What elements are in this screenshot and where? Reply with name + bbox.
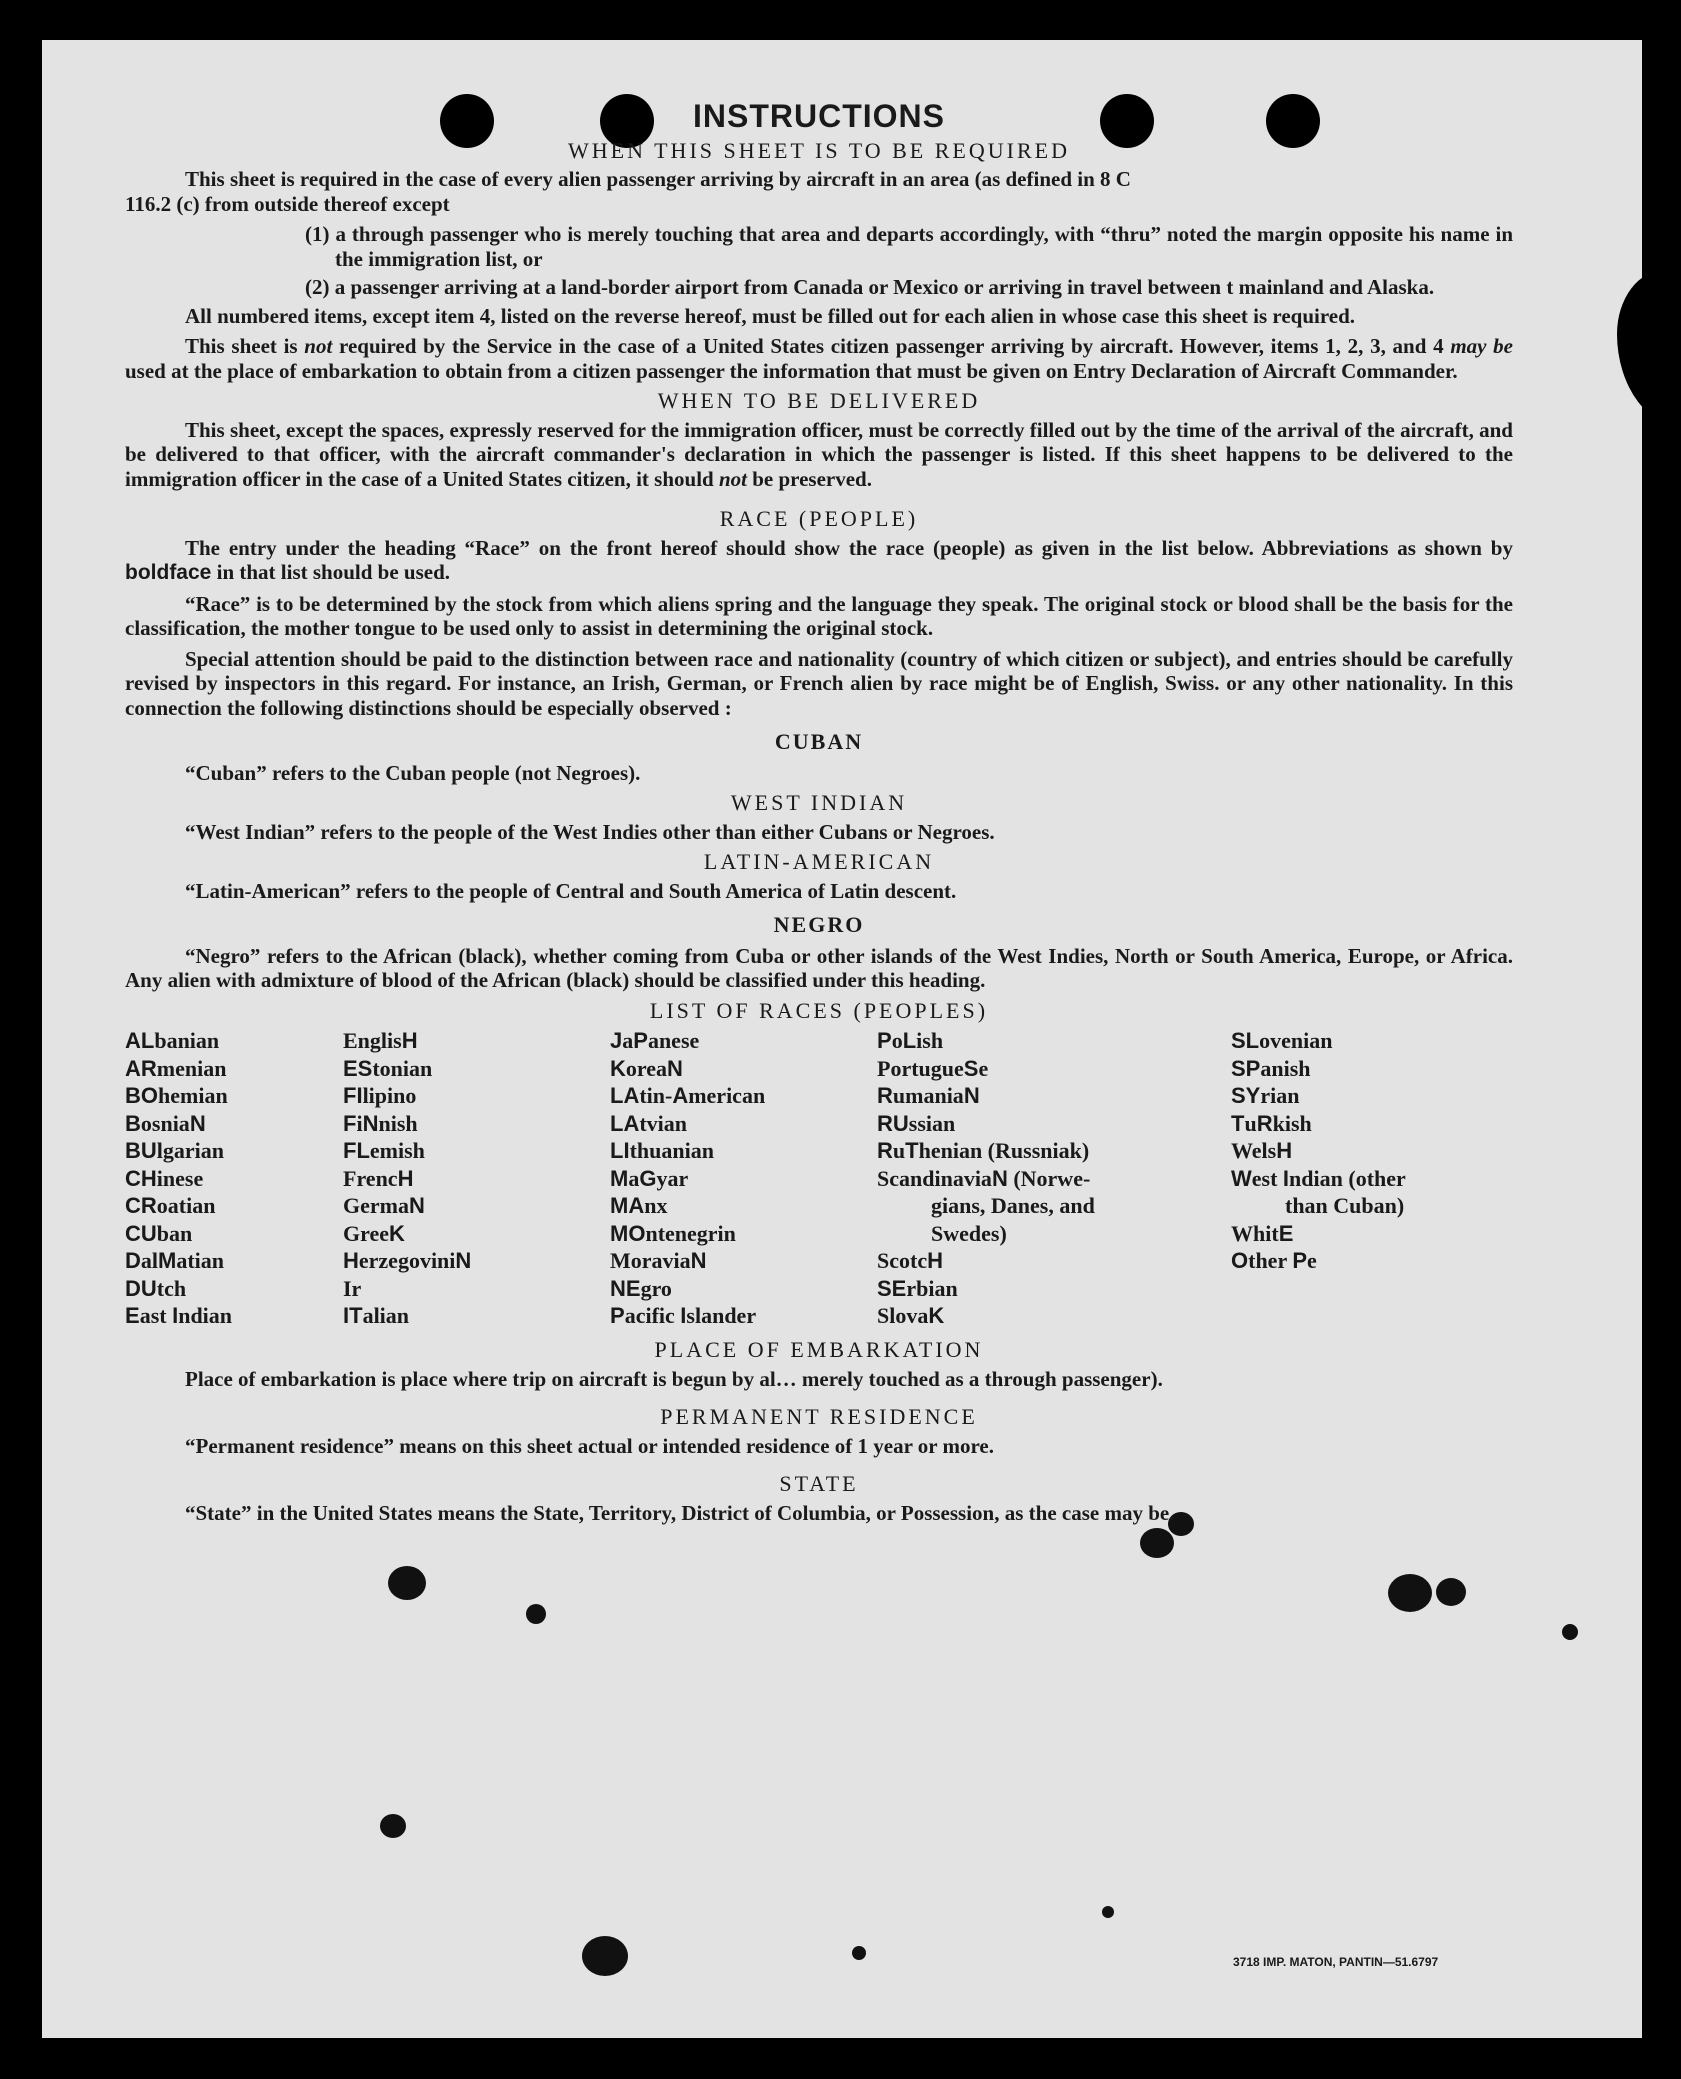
race-abbrev: R	[877, 1138, 893, 1163]
race-entry	[610, 1137, 765, 1165]
race-text: Moravia	[610, 1248, 691, 1273]
race-abbrev: SP	[1231, 1055, 1261, 1081]
race-column-1	[125, 1027, 232, 1330]
race-text: ovenian	[1259, 1028, 1333, 1053]
race-abbrev: E	[1278, 1220, 1294, 1246]
required-intro	[125, 167, 1513, 192]
race-text: erzegovini	[358, 1248, 456, 1273]
ink-blot	[526, 1604, 546, 1624]
race-abbrev: MA	[610, 1193, 645, 1218]
race-abbrev: M	[610, 1165, 629, 1191]
race-entry	[877, 1275, 1095, 1303]
race-abbrev: LA	[610, 1110, 640, 1136]
race-abbrev: IT	[343, 1303, 363, 1328]
embarkation-text: Place of embarkation is place where trip on aircraft is begun by al… merely touched as a through passenger).	[185, 1366, 1163, 1391]
race-text: tonian	[372, 1055, 433, 1081]
race-entry	[125, 1275, 232, 1303]
race-text: Frenc	[343, 1165, 398, 1191]
race-abbrev: SY	[1231, 1083, 1261, 1108]
race-text: ther	[1248, 1248, 1293, 1273]
race-abbrev: NE	[610, 1275, 641, 1301]
race-text: banian	[154, 1028, 220, 1053]
race-abbrev: K	[389, 1220, 405, 1246]
race-entry	[610, 1110, 765, 1138]
race-entry	[610, 1082, 765, 1110]
race-paragraph-2: “Race” is to be determined by the stock from which aliens spring and the language they speak. The original stock or blood shall be the basis for the classification, the mother tongue to be used only to assist in determining the original stock.	[125, 591, 1513, 640]
race-text: menian	[156, 1055, 227, 1081]
race-entry	[1231, 1110, 1406, 1138]
race-abbrev: F	[343, 1110, 357, 1136]
race-text: umania	[892, 1083, 964, 1108]
ink-blot	[388, 1566, 426, 1600]
citizen-text-maybe: may be	[1450, 334, 1513, 358]
citizen-text-c: used at the place of embarkation to obtain from a citizen passenger the information that must be given on Entry Declaration of Aircraft Commander.	[125, 358, 1458, 383]
race-text: Swedes)	[931, 1220, 1007, 1246]
race-entry	[1231, 1027, 1406, 1055]
cuban-text: “Cuban” refers to the Cuban people (not Negroes).	[185, 760, 641, 785]
ink-blot	[1562, 1624, 1578, 1640]
citizen-text-not: not	[304, 334, 333, 358]
race-text: ndian	[178, 1303, 233, 1328]
race-entry	[610, 1027, 765, 1055]
race-text: ntenegrin	[645, 1220, 736, 1246]
delivered-text-b: be preserved.	[752, 466, 872, 491]
race-text: osnia	[140, 1110, 190, 1136]
race-abbrev: G	[639, 1165, 657, 1191]
citizen-text-b: required by the Service in the case of a United States citizen passenger arriving by aircraft. However, items 1, 2, 3, and 4	[339, 334, 1444, 358]
race-abbrev: FI	[343, 1083, 363, 1108]
race-entry	[877, 1192, 1095, 1220]
race-abbrev: AL	[125, 1028, 155, 1053]
west-indian-text: “West Indian” refers to the people of the West Indies other than either Cubans or Negroes.	[185, 819, 995, 844]
latin-american-text: “Latin-American” refers to the people of Central and South America of Latin descent.	[185, 878, 957, 903]
race-entry	[877, 1302, 1095, 1330]
race-abbrev: BO	[125, 1083, 158, 1108]
required-intro-text: This sheet is required in the case of every alien passenger arriving by aircraft in an area (as defined in 8 C	[185, 167, 1131, 191]
ink-blot	[1140, 1528, 1174, 1558]
race-column-2	[343, 1027, 471, 1330]
race-entry	[1231, 1055, 1406, 1083]
ink-blot	[1436, 1578, 1466, 1606]
race-abbrev: P	[877, 1028, 892, 1053]
race-abbrev: SL	[1231, 1028, 1260, 1053]
required-intro-cont: 116.2 (c) from outside thereof except	[125, 191, 450, 216]
race-column-5	[1231, 1027, 1406, 1275]
race-column-4	[877, 1027, 1095, 1330]
race-entry	[125, 1082, 232, 1110]
race-abbrev: MO	[610, 1220, 646, 1246]
race-abbrev: H	[401, 1028, 418, 1053]
race-list	[125, 1027, 1513, 1332]
race-abbrev: N	[991, 1165, 1008, 1191]
race-text: rian	[1260, 1083, 1300, 1108]
race-abbrev: P	[610, 1303, 625, 1328]
race-entry	[125, 1302, 232, 1330]
race-entry	[610, 1055, 765, 1083]
race-entry	[877, 1165, 1095, 1193]
page-title: INSTRUCTIONS	[693, 98, 945, 134]
race-entry	[343, 1055, 471, 1083]
race-text: nish	[378, 1110, 418, 1136]
race-entry	[125, 1110, 232, 1138]
race-text: u	[892, 1138, 906, 1163]
race-entry	[1231, 1165, 1406, 1193]
race-entry	[877, 1247, 1095, 1275]
printer-imprint: 3718 IMP. MATON, PANTIN—51.6797	[1233, 1955, 1439, 1969]
section-heading-state: STATE	[779, 1471, 859, 1496]
section-heading-embarkation: PLACE OF EMBARKATION	[654, 1337, 984, 1362]
section-heading-required: WHEN THIS SHEET IS TO BE REQUIRED	[568, 137, 1070, 163]
race-abbrev: I	[1282, 1165, 1290, 1191]
section-heading-west-indian: WEST INDIAN	[730, 790, 908, 815]
race-text: tvian	[639, 1110, 688, 1136]
race-abbrev: CH	[125, 1165, 157, 1191]
race-entry	[343, 1082, 471, 1110]
race-text: i	[356, 1110, 363, 1136]
race-abbrev: N	[690, 1248, 707, 1273]
race-entry	[877, 1055, 1095, 1083]
race-abbrev: H	[397, 1165, 414, 1191]
race-abbrev: AR	[125, 1055, 157, 1081]
numbered-items-paragraph: All numbered items, except item 4, listed on the reverse hereof, must be filled out for each alien in whose case this sheet is required.	[185, 303, 1356, 328]
race-text: Whit	[1231, 1220, 1279, 1246]
race-column-3	[610, 1027, 765, 1330]
race-entry	[1231, 1220, 1406, 1248]
race-abbrev: N	[362, 1110, 379, 1136]
race-text: Germa	[343, 1193, 409, 1218]
exception-item-1: (1) a through passenger who is merely touching that area and departs accordingly, with “thru” noted the margin opposite his name in the immigration list, or	[305, 222, 1513, 271]
race-text: al	[140, 1248, 159, 1273]
race-paragraph-1	[125, 536, 1513, 586]
race-text: slander	[686, 1303, 757, 1328]
race-text: Slova	[877, 1303, 929, 1328]
ink-blot	[380, 1814, 406, 1838]
race-text: kish	[1272, 1110, 1312, 1136]
race-text: est	[1251, 1165, 1283, 1191]
race-text: merican	[688, 1083, 766, 1108]
race-abbrev: LA	[610, 1083, 640, 1108]
race-text: Portugue	[877, 1055, 964, 1081]
race-abbrev: T	[905, 1138, 919, 1163]
race-entry	[1231, 1247, 1406, 1275]
race-entry	[125, 1192, 232, 1220]
race-text: yar	[656, 1165, 689, 1191]
race-text: ndian (other	[1289, 1165, 1406, 1191]
race-abbrev: M	[158, 1248, 177, 1273]
race-abbrev: W	[1231, 1165, 1252, 1191]
race-abbrev: A	[672, 1083, 689, 1108]
race-text: than Cuban)	[1285, 1193, 1405, 1218]
race-abbrev: S	[963, 1055, 979, 1081]
race-entry	[343, 1137, 471, 1165]
race-abbrev: FL	[343, 1138, 370, 1163]
race-text: Englis	[343, 1028, 402, 1053]
race-abbrev: CR	[125, 1193, 157, 1218]
race-text: e	[1307, 1248, 1317, 1273]
race-abbrev: K	[610, 1055, 626, 1081]
race-text: orea	[625, 1055, 668, 1081]
race-text: ssian	[908, 1110, 956, 1136]
race-text: (Norwe-	[1007, 1165, 1091, 1191]
race-abbrev: K	[928, 1303, 945, 1328]
race-abbrev: ES	[343, 1055, 373, 1081]
race-text: gro	[640, 1275, 672, 1301]
race-paragraph-3: Special attention should be paid to the distinction between race and nationality (country of which citizen or subject), and entries should be carefully revised by inspectors in this regard. For instance, an Irish, German, or French alien by race might be of English, Swiss. or any other nationality. In this connection the following distinctions should be especially observed :	[125, 646, 1513, 720]
negro-text: “Negro” refers to the African (black), whether coming from Cuba or other islands of the West Indies, North or South America, Europe, or Africa. Any alien with admixture of blood of the African (black) should be classified under this heading.	[125, 943, 1513, 992]
race-text: rbian	[906, 1275, 958, 1301]
race-abbrev: N	[963, 1083, 980, 1108]
ink-blot	[1388, 1574, 1432, 1612]
race-entry	[610, 1192, 765, 1220]
race-abbrev: B	[125, 1110, 141, 1136]
race-abbrev: I	[680, 1303, 687, 1328]
ink-blot	[582, 1936, 628, 1976]
citizen-text-a: This sheet is	[185, 334, 298, 358]
delivered-text-a: This sheet, except the spaces, expressly reserved for the immigration officer, must be correctly filled out by the time of the arrival of the aircraft, and be delivered to that officer, with the aircraft commander's declaration in which the passenger is listed. If this sheet happens to be delivered to the immigration officer in the case of a United States citizen, it should	[125, 417, 1513, 491]
race-text: tch	[156, 1275, 187, 1301]
race-text: acific	[624, 1303, 681, 1328]
race-abbrev: D	[125, 1248, 141, 1273]
race-text: emish	[369, 1138, 425, 1163]
race-abbrev: J	[610, 1028, 623, 1053]
race-entry	[343, 1275, 471, 1303]
race-entry	[610, 1302, 765, 1330]
race-abbrev: LI	[610, 1138, 630, 1163]
race-text: e	[978, 1055, 989, 1081]
race-text: anish	[1260, 1055, 1311, 1081]
race-abbrev: I	[172, 1303, 179, 1328]
race-text: Gree	[343, 1220, 390, 1246]
race-text: lipino	[362, 1083, 417, 1108]
race-entry	[877, 1027, 1095, 1055]
race-p1-boldface: boldface	[125, 561, 212, 584]
race-abbrev: DU	[125, 1275, 157, 1301]
race-entry	[125, 1247, 232, 1275]
document-content	[125, 100, 1513, 1531]
section-heading-negro: NEGRO	[773, 912, 865, 937]
race-entry	[125, 1027, 232, 1055]
race-text: ish	[916, 1028, 944, 1053]
race-abbrev: SE	[877, 1275, 907, 1301]
race-text: hemian	[158, 1083, 228, 1108]
list-heading: LIST OF RACES (PEOPLES)	[649, 997, 989, 1023]
race-entry	[125, 1220, 232, 1248]
race-text: gians, Danes, and	[931, 1193, 1095, 1218]
race-text: a	[622, 1028, 634, 1053]
race-text: u	[1244, 1110, 1257, 1136]
exception-item-2: (2) a passenger arriving at a land-border airport from Canada or Mexico or arriving in travel between t mainland and Alaska.	[305, 275, 1435, 299]
residence-text: “Permanent residence” means on this sheet actual or intended residence of 1 year or more.	[185, 1433, 994, 1458]
race-entry	[1231, 1137, 1406, 1165]
race-entry	[877, 1137, 1095, 1165]
race-entry	[343, 1027, 471, 1055]
section-heading-residence: PERMANENT RESIDENCE	[660, 1404, 978, 1429]
race-entry	[343, 1220, 471, 1248]
race-text: henian (Russniak)	[918, 1138, 1090, 1163]
race-abbrev: E	[125, 1303, 140, 1328]
torn-corner	[1617, 270, 1681, 430]
race-abbrev: RU	[877, 1110, 909, 1136]
race-abbrev: O	[1231, 1248, 1249, 1273]
delivered-text-not: not	[718, 466, 747, 491]
race-text: Ir	[343, 1275, 362, 1301]
race-p1-text-b: in that list should be used.	[216, 560, 451, 584]
race-abbrev: P	[1292, 1248, 1308, 1273]
race-abbrev: H	[1276, 1138, 1293, 1163]
race-abbrev: N	[189, 1110, 206, 1136]
race-abbrev: H	[927, 1248, 943, 1273]
race-text: a	[628, 1165, 640, 1191]
delivered-paragraph	[125, 418, 1513, 492]
race-text: nx	[644, 1193, 668, 1218]
race-p1-text-a: The entry under the heading “Race” on the front hereof should show the race (people) as given in the list below. Abbreviations as shown by	[185, 535, 1513, 560]
race-abbrev: L	[902, 1028, 917, 1053]
race-entry	[610, 1165, 765, 1193]
race-entry	[1231, 1082, 1406, 1110]
race-abbrev: R	[877, 1083, 893, 1108]
ink-blot	[1102, 1906, 1114, 1918]
race-abbrev: BU	[125, 1138, 157, 1163]
race-entry	[125, 1137, 232, 1165]
race-text: tin-	[639, 1083, 673, 1108]
section-heading-delivered: WHEN TO BE DELIVERED	[657, 388, 981, 413]
ink-blot	[852, 1946, 866, 1960]
race-text: ast	[139, 1303, 173, 1328]
race-text: o	[891, 1028, 903, 1053]
race-entry	[343, 1192, 471, 1220]
race-text: lgarian	[156, 1138, 225, 1163]
race-text: alian	[362, 1303, 410, 1328]
race-entry	[877, 1110, 1095, 1138]
race-abbrev: R	[1256, 1110, 1273, 1136]
race-entry	[610, 1247, 765, 1275]
race-text: Scotc	[877, 1248, 928, 1273]
section-heading-race: RACE (PEOPLE)	[719, 506, 919, 531]
race-abbrev: H	[343, 1248, 359, 1273]
section-heading-cuban: CUBAN	[774, 729, 864, 754]
state-text: “State” in the United States means the State, Territory, District of Columbia, or Possession, as the case may be.	[185, 1500, 1175, 1525]
race-entry	[610, 1220, 765, 1248]
race-text: thuanian	[629, 1138, 714, 1163]
section-heading-latin-american: LATIN-AMERICAN	[703, 849, 935, 874]
race-entry	[610, 1275, 765, 1303]
race-entry	[343, 1302, 471, 1330]
race-text: Scandinavia	[877, 1165, 992, 1191]
race-text: Wels	[1231, 1138, 1277, 1163]
race-abbrev: P	[633, 1028, 648, 1053]
race-entry	[877, 1220, 1095, 1248]
race-abbrev: N	[455, 1248, 472, 1273]
race-entry	[343, 1110, 471, 1138]
race-entry	[125, 1165, 232, 1193]
race-text: atian	[176, 1248, 225, 1273]
race-text: anese	[647, 1028, 700, 1053]
race-entry	[343, 1165, 471, 1193]
race-abbrev: T	[1231, 1110, 1245, 1136]
race-text: oatian	[156, 1193, 216, 1218]
race-abbrev: N	[408, 1193, 425, 1218]
race-entry	[125, 1055, 232, 1083]
citizen-paragraph	[125, 334, 1513, 383]
race-text: inese	[156, 1165, 204, 1191]
race-entry	[343, 1247, 471, 1275]
race-entry	[877, 1082, 1095, 1110]
race-abbrev: N	[667, 1055, 683, 1081]
race-entry	[1231, 1192, 1406, 1220]
race-text: ban	[156, 1220, 193, 1246]
race-abbrev: CU	[125, 1220, 157, 1246]
